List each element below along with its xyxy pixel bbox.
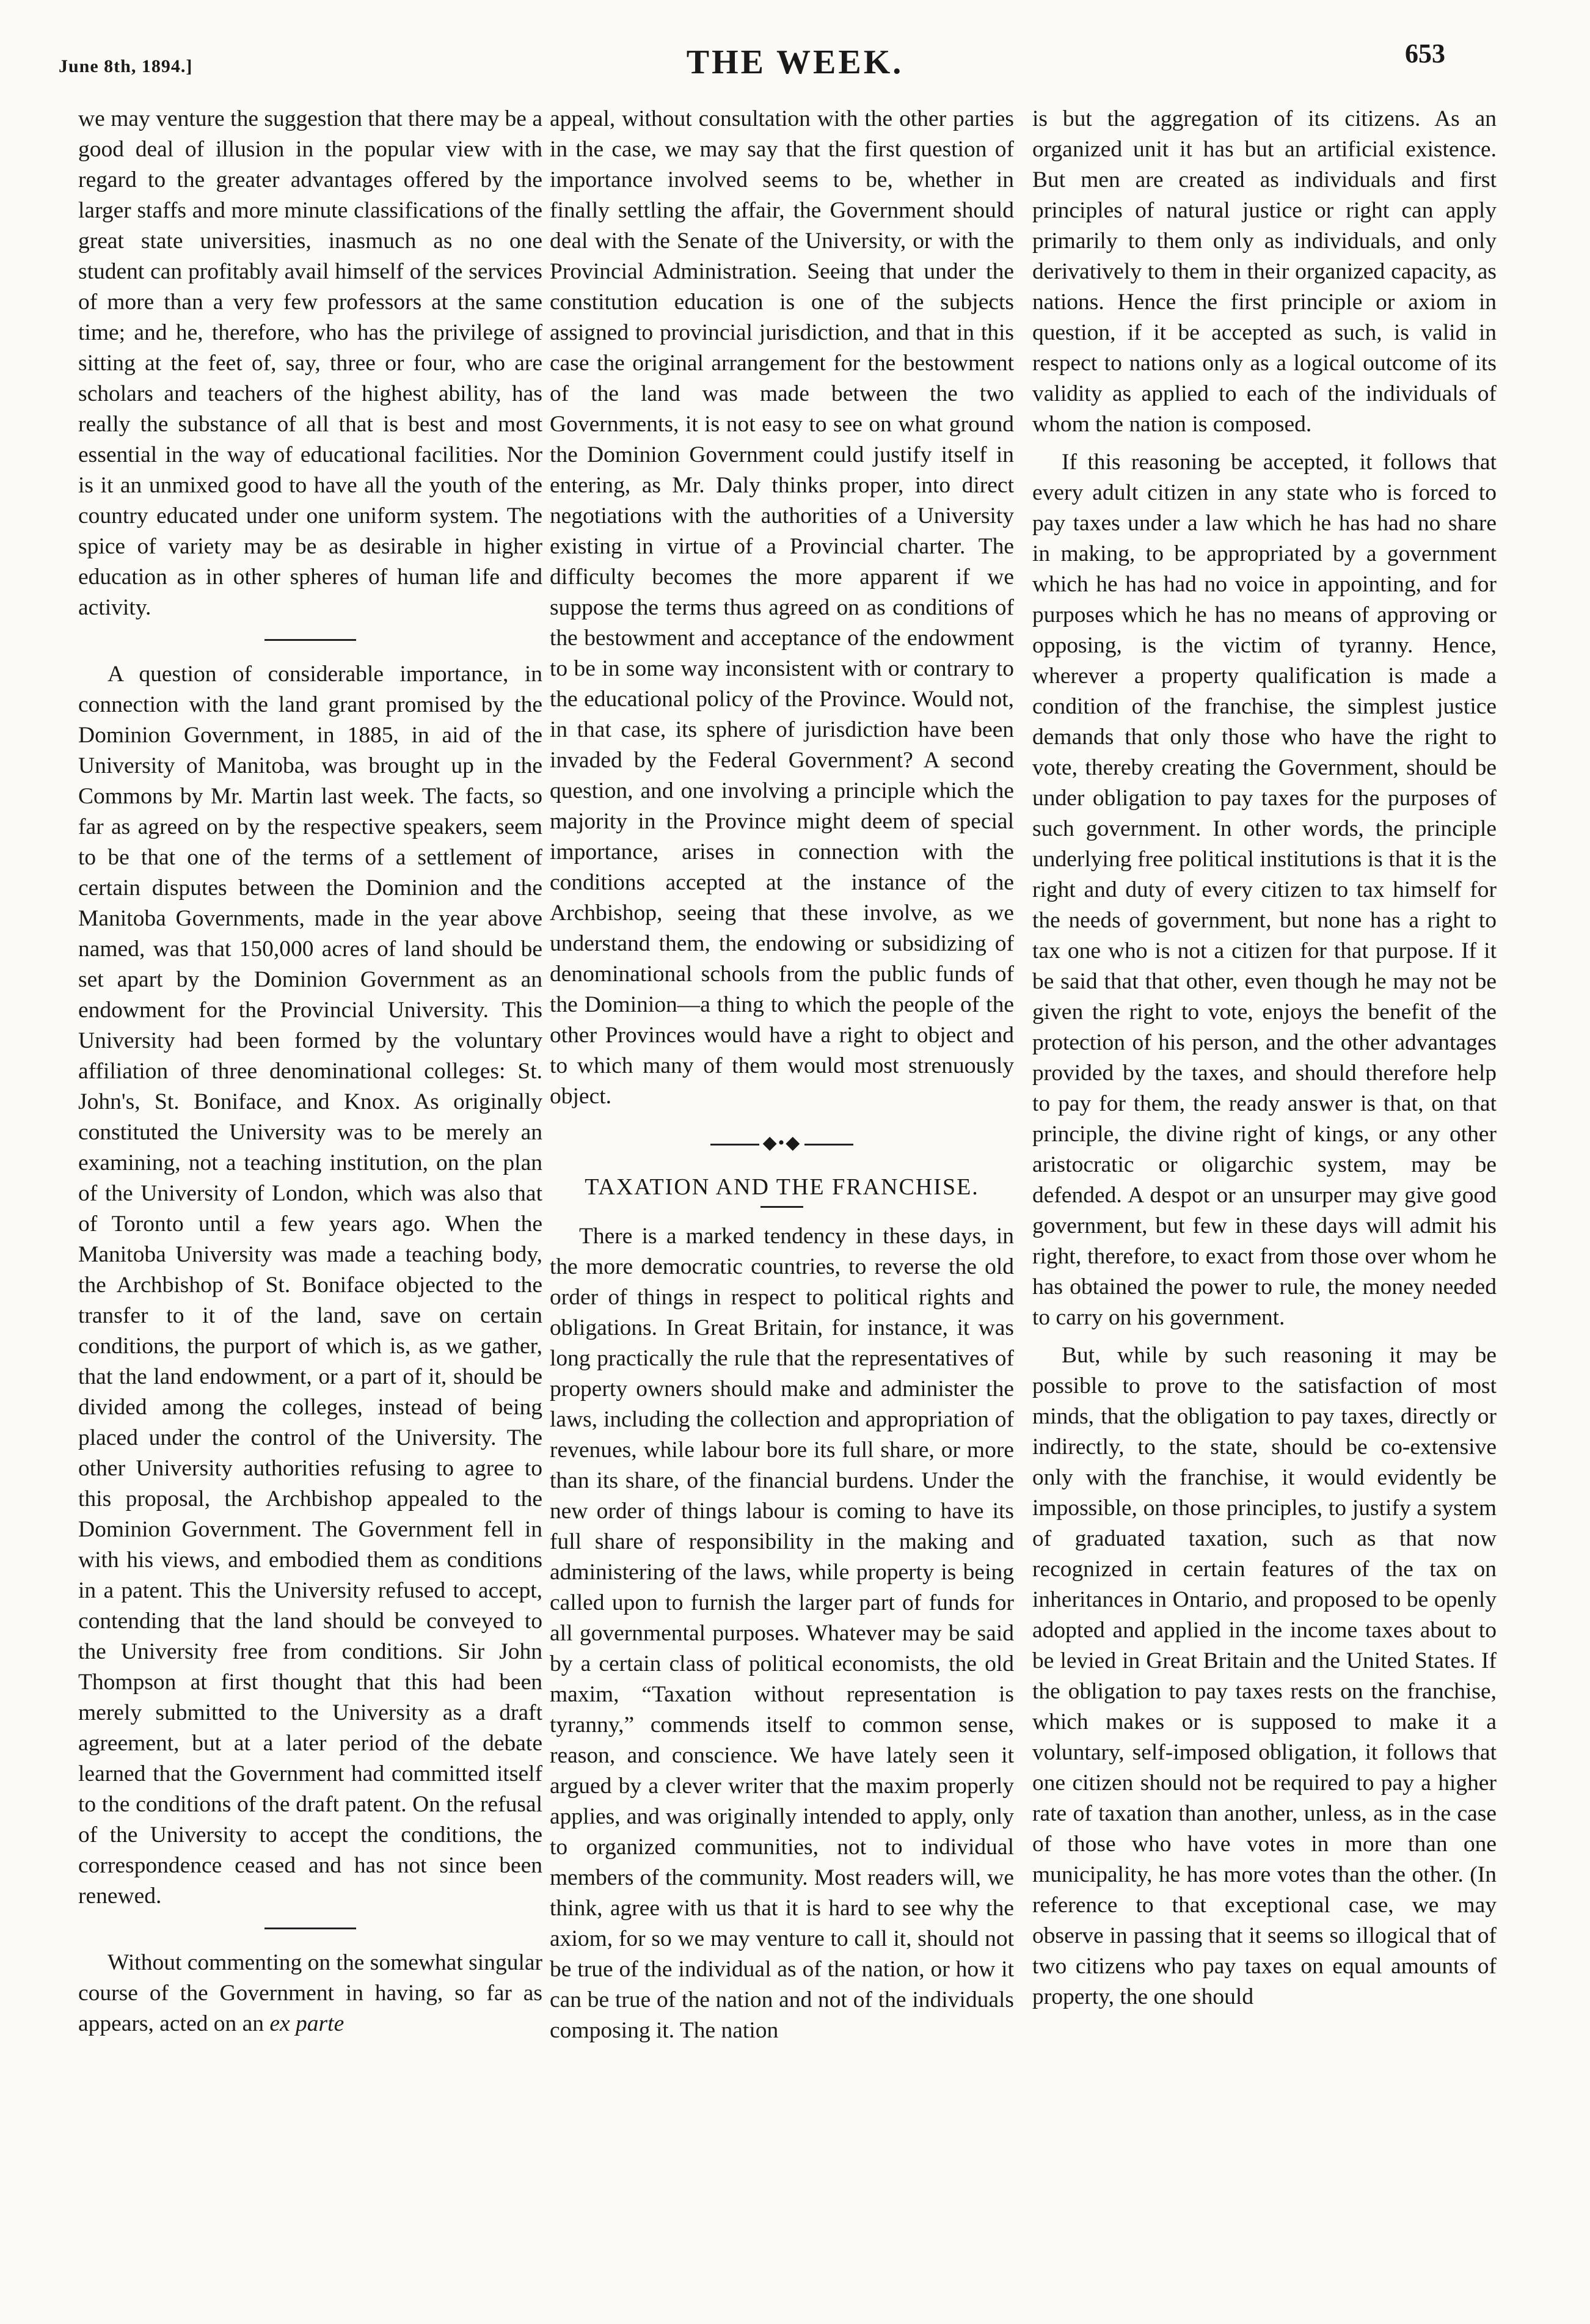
paragraph: A question of considerable importance, in connection with the land grant promised by the Dominion Government, in 1885, in aid of the University of Manitoba, was brought up in the Commons by Mr. Martin last week. The facts, so far as agreed on by the respective speakers, seem to be that one of the terms of a settlement of certain disputes between the Dominion and the Manitoba Governments, made in the year above named, was that 150,000 acres of land should be set apart by the Dominion Government as an endowment for the Provincial University. This University had been formed by the voluntary affiliation of three denominational colleges: St. John's, St. Boniface, and Knox. As originally constituted the University was to be merely an examining, not a teaching institution, on the plan of the University of London, which was also that of Toronto until a few years ago. When the Manitoba University was made a teaching body, the Archbishop of St. Boniface objected to the transfer to it of the land, save on certain conditions, the purport of which is, as we gather, that the land endowment, or a part of it, should be divided among the colleges, instead of being placed under the control of the University. The other University authorities refusing to agree to this proposal, the Archbishop appealed to the Dominion Government. The Government fell in with his views, and embodied them as conditions in a patent. This the University refused to accept, contending that the land should be conveyed to the University free from conditions. Sir John Thompson at first thought that this had been merely submitted to the University as a draft agreement, but at a later period of the debate learned that the Government had committed itself to the conditions of the draft patent. On the refusal of the University to accept the conditions, the correspondence ceased and has not since been renewed. (78, 662, 542, 1909)
paragraph: is but the aggregation of its citizens. As an organized unit it has but an artificial existence. But men are created as individuals and first principles of natural justice or right can apply primarily to them only as individuals, and only derivatively to them in their organized capacity, as nations. Hence the first principle or axiom in question, if it be accepted as such, is valid in respect to nations only as a logical outcome of its validity as applied to each of the individuals of whom the nation is composed. (1032, 106, 1497, 437)
paragraph: If this reasoning be accepted, it follows that every adult citizen in any state who is forced to pay taxes under a law which he has had no share in making, to be appropriated by a government which he has had no voice in appointing, and for purposes which he has no means of approving or opposing, is the victim of tyranny. Hence, wherever a property qualification is made a condition of the franchise, the simplest justice demands that only those who have the right to vote, thereby creating the Government, should be under obligation to pay taxes for the purposes of such government. In other words, the principle underlying free political institutions is that it is the right and duty of every citizen to tax himself for the needs of government, but none has a right to tax one who is not a citizen for that purpose. If it be said that that other, even though he may not be given the right to vote, enjoys the benefit of the protection of his person, and the other advantages provided by the taxes, and should therefore help to pay for them, the ready answer is that, on that principle, the divine right of kings, or any other aristocratic or oligarchic system, may be defended. A despot or an unsurper may give good government, but few in these days will admit his right, therefore, to exact from those over whom he has obtained the power to rule, the money needed to carry on his government. (1032, 450, 1497, 1330)
column-left (78, 104, 542, 2047)
italic-phrase: ex parte (269, 2011, 345, 2036)
article-heading: TAXATION AND THE FRANCHISE. (585, 1174, 979, 1200)
section-divider (264, 1928, 356, 1929)
paragraph: we may venture the suggestion that there may be a good deal of illusion in the popular view with regard to the greater advantages offered by the larger staffs and more minute classifications of the great state universities, inasmuch as no one student can profitably avail himself of the services of more than a very few professors at the same time; and he, therefore, who has the privilege of sitting at the feet of, say, three or four, who are scholars and teachers of the highest ability, has really the substance of all that is best and most essential in the way of educational facilities. Nor is it an unmixed good to have all the youth of the country educated under one uniform system. The spice of variety may be as desirable in higher education as in other spheres of human life and activity. (78, 106, 542, 620)
page-header (0, 38, 1590, 87)
ornamental-divider: ◆•◆ (550, 1128, 1014, 1158)
page-number: 653 (1405, 38, 1445, 68)
paragraph-text: Without commenting on the somewhat singular course of the Government in having, so far as appears, acted on an (78, 1950, 542, 2036)
paragraph (78, 1948, 542, 2039)
section-divider (264, 639, 356, 641)
paragraph: appeal, without consultation with the other parties in the case, we may say that the first question of importance involved seems to be, whether in finally settling the affair, the Government should deal with the Senate of the University, or with the Provincial Administration. Seeing that under the constitution education is one of the subjects assigned to provincial jurisdiction, and that in this case the original arrangement for the bestowment of the land was made between the two Governments, it is not easy to see on what ground the Dominion Government could justify itself in entering, as Mr. Daly thinks proper, into direct negotiations with the authorities of a University existing in virtue of a Provincial charter. The difficulty becomes the more apparent if we suppose the terms thus agreed on as conditions of the bestowment and acceptance of the endowment to be in some way inconsistent with or contrary to the educational policy of the Province. Would not, in that case, its sphere of jurisdiction have been invaded by the Federal Government? A second question, and one involving a principle which the majority in the Province might deem of special importance, arises in connection with the conditions accepted at the instance of the Archbishop, seeing that these involve, as we understand them, the endowing or subsidizing of denominational schools from the public funds of the Dominion—a thing to which the people of the other Provinces would have a right to object and to which many of them would most strenuously object. (550, 106, 1014, 1109)
heading-rule (760, 1206, 803, 1208)
issue-date: June 8th, 1894.] (59, 56, 193, 76)
column-middle (550, 104, 1014, 2053)
paragraph: But, while by such reasoning it may be possible to prove to the satisfaction of most minds, that the obligation to pay taxes, directly or indirectly, to the state, should be co-extensive only with the franchise, it would evidently be impossible, on those principles, to justify a system of graduated taxation, such as that now recognized in certain features of the tax on inheritances in Ontario, and proposed to be openly adopted and applied in the income taxes about to be levied in Great Britain and the United States. If the obligation to pay taxes rests on the franchise, which makes or is supposed to make it a voluntary, self-imposed obligation, it follows that one citizen should not be required to pay a higher rate of taxation than another, unless, as in the case of those who have votes in more than one municipality, he has more votes than the other. (In reference to that exceptional case, we may observe in passing that it seems so illogical that of two citizens who pay taxes on equal amounts of property, the one should (1032, 1343, 1497, 2009)
column-right (1032, 104, 1497, 2020)
publication-title: THE WEEK. (686, 43, 904, 81)
paragraph: There is a marked tendency in these days, in the more democratic countries, to reverse the old order of things in respect to political rights and obligations. In Great Britain, for instance, it was long practically the rule that the representatives of property owners should make and administer the laws, including the collection and appropriation of revenues, while labour bore its full share, or more than its share, of the financial burdens. Under the new order of things labour is coming to have its full share of responsibility in the making and administering of the laws, while property is being called upon to furnish the larger part of funds for all governmental purposes. Whatever may be said by a certain class of political economists, the old maxim, “Taxation without representation is tyranny,” commends itself to common sense, reason, and conscience. We have lately seen it argued by a clever writer that the maxim properly applies, and was originally intended to apply, only to organized communities, not to individual members of the community. Most readers will, we think, agree with us that it is hard to see why the axiom, for so we may venture to call it, should not be true of the individual as of the nation, or how it can be true of the nation and not of the individuals composing it. The nation (550, 1224, 1014, 2043)
